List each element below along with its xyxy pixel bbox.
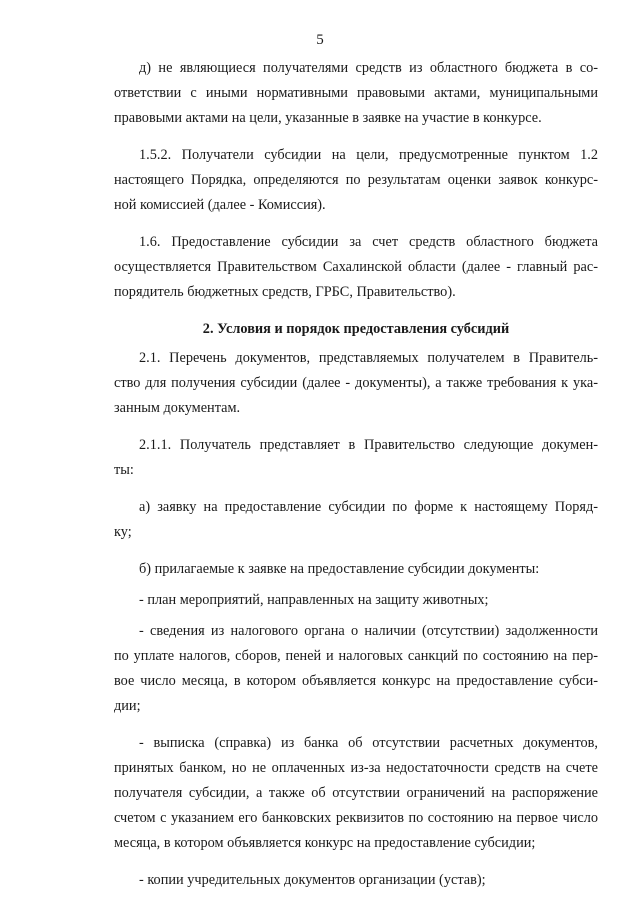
text-line: ты: <box>114 462 134 478</box>
text-line: - сведения из налогового органа о наличии (отсутствии) задолженности <box>139 623 598 639</box>
text-line: б) прилагаемые к заявке на предоставление субсидии документы: <box>139 561 540 577</box>
text-line: 2.1.1. Получатель представляет в Правительство следующие докумен- <box>139 437 598 453</box>
paragraph <box>114 588 598 613</box>
text-line: 1.5.2. Получатели субсидии на цели, предусмотренные пунктом 1.2 <box>139 147 598 163</box>
paragraph <box>114 230 598 305</box>
text-line: - план мероприятий, направленных на защиту животных; <box>139 592 489 608</box>
text-line: 1.6. Предоставление субсидии за счет средств областного бюджета <box>139 234 598 250</box>
text-line: правовыми актами на цели, указанные в заявке на участие в конкурсе. <box>114 110 542 126</box>
text-line: настоящего Порядка, определяются по результатам оценки заявок конкурс- <box>114 172 598 188</box>
text-line: месяца, в котором объявляется конкурс на предоставление субсидии; <box>114 835 536 851</box>
paragraph <box>114 346 598 421</box>
paragraph <box>114 56 598 131</box>
text-line: д) не являющиеся получателями средств из областного бюджета в со- <box>139 60 598 76</box>
text-line: получателя субсидии, а также об отсутствии ограничений на распоряжение <box>114 785 598 801</box>
text-line: ной комиссией (далее - Комиссия). <box>114 197 326 213</box>
section-conditions <box>114 346 598 893</box>
text-line: вое число месяца, в котором объявляется конкурс на предоставление субси- <box>114 673 598 689</box>
text-line: занным документам. <box>114 400 241 416</box>
paragraph <box>114 143 598 218</box>
text-line: по уплате налогов, сборов, пеней и налоговых санкций по состоянию на пер- <box>114 648 598 664</box>
paragraph <box>114 731 598 856</box>
text-line: - копии учредительных документов организации (устав); <box>139 872 486 888</box>
page-number: 5 <box>316 32 324 48</box>
document-body <box>114 56 598 905</box>
text-line: ответствии с иными нормативными правовыми актами, муниципальными <box>114 85 598 101</box>
text-line: - выписка (справка) из банка об отсутствии расчетных документов, <box>139 735 598 751</box>
paragraph <box>114 868 598 893</box>
text-line: порядитель бюджетных средств, ГРБС, Правительство). <box>114 284 456 300</box>
paragraph <box>114 433 598 483</box>
text-line: ку; <box>114 524 132 540</box>
paragraph <box>114 619 598 719</box>
text-line: 2.1. Перечень документов, представляемых получателем в Правитель- <box>139 350 598 366</box>
section-heading: 2. Условия и порядок предоставления субсидий <box>202 321 510 337</box>
text-line: дии; <box>114 698 141 714</box>
text-line: счетом с указанием его банковских реквизитов по состоянию на первое число <box>114 810 598 826</box>
paragraph <box>114 495 598 545</box>
text-line: принятых банком, но не оплаченных из-за недостаточности средств на счете <box>114 760 598 776</box>
paragraph <box>114 557 598 582</box>
text-line: ство для получения субсидии (далее - документы), а также требования к ука- <box>114 375 598 391</box>
section-intro <box>114 56 598 305</box>
text-line: а) заявку на предоставление субсидии по форме к настоящему Поряд- <box>139 499 598 515</box>
text-line: осуществляется Правительством Сахалинской области (далее - главный рас- <box>114 259 598 275</box>
